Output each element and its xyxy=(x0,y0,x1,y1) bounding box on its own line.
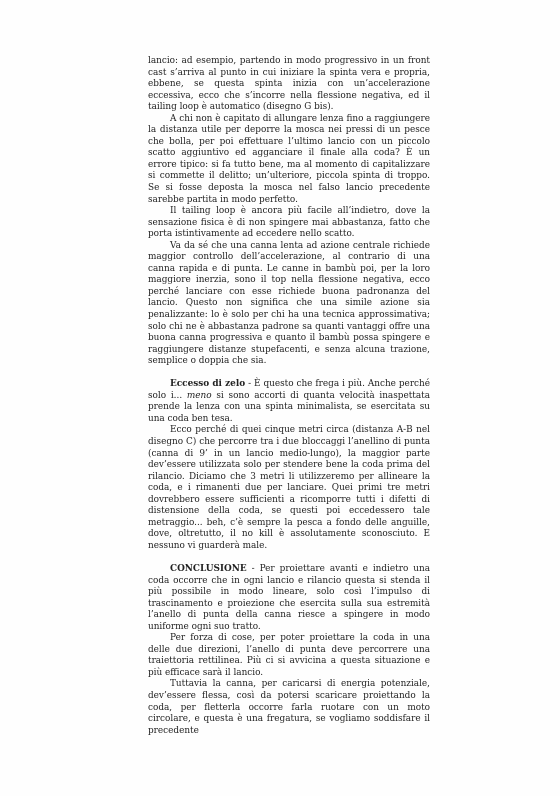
paragraph-7-text: - Per proiettare avanti e indietro una coda occorre che in ogni lancio e rilancio questa si stenda il più possibile in modo lineare, solo così l’impulso di trascinamento e proiezione che esercita sulla sua estremità l’anello di punta della canna riesce a spingere in modo uniforme ogni suo tratto. xyxy=(148,563,430,632)
paragraph-8 xyxy=(148,633,430,679)
section-heading-conclusione: CONCLUSIONE xyxy=(170,563,247,574)
paragraph-conclusione xyxy=(148,564,430,633)
paragraph-5-italic-meno: meno xyxy=(186,390,212,401)
paragraph-5-text-a: - È questo che frega i più. Anche perché solo i... xyxy=(148,379,430,401)
body-text-column xyxy=(148,56,430,737)
paragraph-9 xyxy=(148,679,430,737)
paragraph-2-text: A chi non è capitato di allungare lenza fino a raggiungere la distanza utile per deporre la mosca nei pressi di un pesce che bolla, per poi effettuare l’ultimo lancio con un piccolo scatto aggiuntivo ed agganciare il finale alla coda? È un errore tipico: si fa tutto bene, ma al momento di capitalizzare si commette il delitto; un’ulteriore, piccola spinta di troppo. Se si fosse deposta la mosca nel falso lancio precedente sarebbe partita in modo perfetto. xyxy=(148,113,430,205)
paragraph-3 xyxy=(148,206,430,241)
paragraph-6 xyxy=(148,425,430,552)
paragraph-1-text: lancio: ad esempio, partendo in modo progressivo in un front cast s’arriva al punto in cui iniziare la spinta vera e propria, ebbene, se questa spinta inizia con un’accelerazione eccessiva, ecco che s’incorre nella flessione negativa, ed il tailing loop è automatico (disegno G bis). xyxy=(148,56,430,113)
paragraph-6-text: Ecco perché di quei cinque metri circa (distanza A-B nel disegno C) che percorre tra i due bloccaggi l’anellino di punta (canna di 9’ in un lancio medio-lungo), la maggior parte dev’essere utilizzata solo per stendere bene la coda prima del rilancio. Diciamo che 3 metri li utilizzeremo per allineare la coda, e i rimanenti due per lanciare. Quei primi tre metri dovrebbero essere sufficienti a ricomporre tutti i difetti di distensione della coda, se questi poi eccedessero tale metraggio... beh, c’è sempre la pesca a fondo delle anguille, dove, oltretutto, il no kill è assolutamente sconosciuto. E nessuno vi guarderà male. xyxy=(148,425,430,551)
paragraph-2 xyxy=(148,114,430,206)
paragraph-eccesso-di-zelo xyxy=(148,379,430,425)
paragraph-3-text: Il tailing loop è ancora più facile all’indietro, dove la sensazione fisica è di non spingere mai abbastanza, fatto che porta istintivamente ad eccedere nello scatto. xyxy=(148,206,430,240)
paragraph-1 xyxy=(148,56,430,114)
paragraph-4-text: Va da sé che una canna lenta ad azione centrale richiede maggior controllo dell’accelerazione, al contrario di una canna rapida e di punta. Le canne in bambù poi, per la loro maggiore inerzia, sono il top nella flessione negativa, ecco perché lanciare con esse richiede buona padronanza del lancio. Questo non significa che una simile azione sia penalizzante: lo è solo per chi ha una tecnica approssimativa; solo chi ne è abbastanza padrone sa quanti vantaggi offre una buona canna progressiva e quanto il bambù possa spingere e raggiungere distanze stupefacenti, e senza alcuna trazione, semplice o doppia che sia. xyxy=(148,240,430,367)
section-heading-eccesso-di-zelo: Eccesso di zelo xyxy=(170,379,246,390)
paragraph-9-text: Tuttavia la canna, per caricarsi di energia potenziale, dev’essere flessa, così da potersi scaricare proiettando la coda, per fletterla occorre farla ruotare con un moto circolare, e questa è una fregatura, se vogliamo soddisfare il precedente xyxy=(148,679,430,736)
paragraph-4 xyxy=(148,241,430,368)
paragraph-8-text: Per forza di cose, per poter proiettare la coda in una delle due direzioni, l’anello di punta deve percorrere una traiettoria rettilinea. Più ci si avvicina a questa situazione e più efficace sarà il lancio. xyxy=(148,633,430,678)
paragraph-5-text-b: si sono accorti di quanta velocità inaspettata prende la lenza con una spinta minimalista, se esercitata su una coda ben tesa. xyxy=(148,390,430,424)
